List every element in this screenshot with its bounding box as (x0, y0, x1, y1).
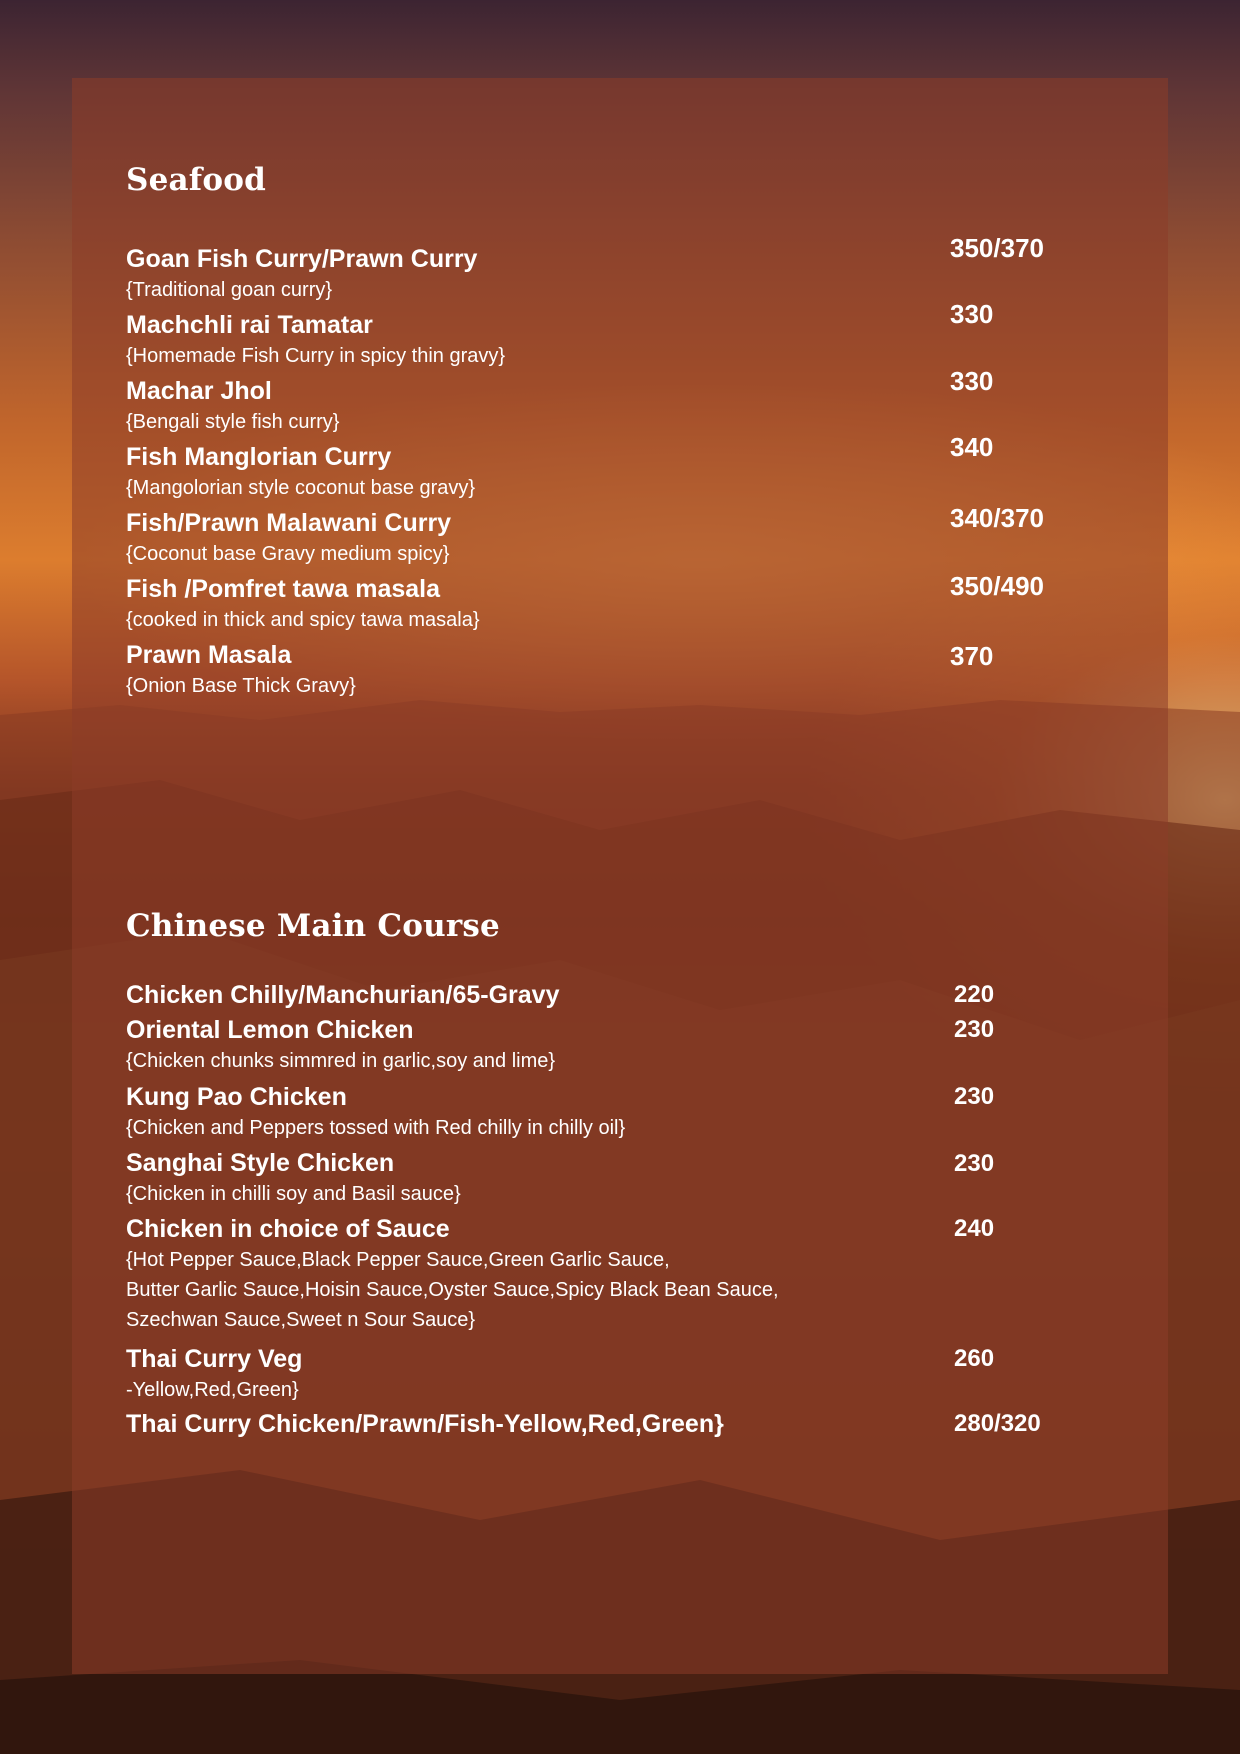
item-price: 350/370 (950, 233, 1044, 263)
item-price: 330 (950, 299, 994, 329)
item-price: 330 (950, 366, 994, 396)
item-name: Machchli rai Tamatar (126, 311, 373, 339)
item-price: 370 (950, 641, 994, 671)
item-description: {Chicken in chilli soy and Basil sauce} (126, 1183, 461, 1205)
item-price: 220 (954, 981, 995, 1008)
item-price: 350/490 (950, 571, 1044, 601)
item-price: 240 (954, 1215, 995, 1242)
item-price: 230 (954, 1083, 995, 1110)
item-name: Oriental Lemon Chicken (126, 1016, 414, 1044)
item-price: 260 (954, 1345, 995, 1372)
item-name: Thai Curry Chicken/Prawn/Fish-Yellow,Red,Green} (126, 1410, 724, 1438)
item-name: Chicken Chilly/Manchurian/65-Gravy (126, 981, 560, 1009)
section-title: Seafood (126, 162, 266, 198)
item-description: {Bengali style fish curry} (126, 411, 340, 433)
item-description: -Yellow,Red,Green} (126, 1379, 299, 1401)
item-name: Thai Curry Veg (126, 1345, 303, 1373)
item-description: {Chicken and Peppers tossed with Red chilly in chilly oil} (126, 1117, 626, 1139)
item-name: Fish /Pomfret tawa masala (126, 575, 441, 603)
item-price: 230 (954, 1150, 995, 1177)
item-description: {Coconut base Gravy medium spicy} (126, 543, 450, 565)
item-description: {Traditional goan curry} (126, 279, 333, 301)
item-description: {Onion Base Thick Gravy} (126, 675, 356, 697)
item-description: {Mangolorian style coconut base gravy} (126, 477, 476, 499)
item-name: Machar Jhol (126, 377, 272, 405)
section-title: Chinese Main Course (126, 908, 500, 944)
item-name: Goan Fish Curry/Prawn Curry (126, 245, 478, 273)
item-price: 340 (950, 432, 994, 462)
item-name: Fish/Prawn Malawani Curry (126, 509, 452, 537)
item-name: Chicken in choice of Sauce (126, 1215, 450, 1243)
item-price: 280/320 (954, 1410, 1041, 1437)
item-description: {Hot Pepper Sauce,Black Pepper Sauce,Green Garlic Sauce, Butter Garlic Sauce,Hoisin Sauce,Oyster Sauce,Spicy Black Bean Sauce, Szechwan Sauce,Sweet n Sour Sauce} (126, 1249, 779, 1331)
item-name: Kung Pao Chicken (126, 1083, 347, 1111)
item-description: {Homemade Fish Curry in spicy thin gravy} (126, 345, 506, 367)
item-price: 230 (954, 1016, 995, 1043)
item-name: Sanghai Style Chicken (126, 1149, 395, 1177)
item-price: 340/370 (950, 503, 1044, 533)
item-name: Fish Manglorian Curry (126, 443, 392, 471)
item-name: Prawn Masala (126, 641, 292, 669)
item-description: {cooked in thick and spicy tawa masala} (126, 609, 480, 631)
item-description: {Chicken chunks simmred in garlic,soy and lime} (126, 1050, 556, 1072)
menu-panel (72, 78, 1168, 1674)
